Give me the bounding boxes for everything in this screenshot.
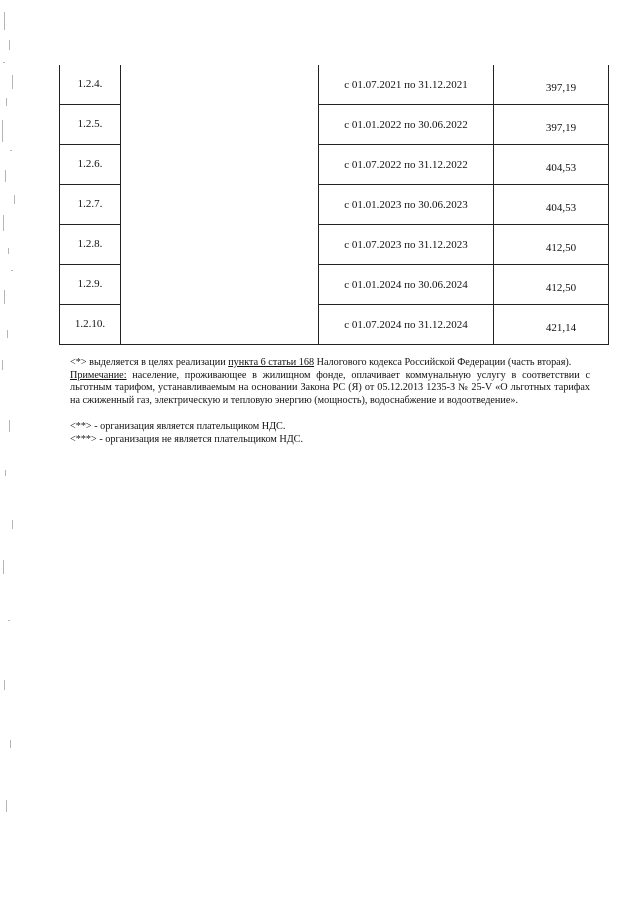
period: с 01.07.2023 по 31.12.2023 xyxy=(344,238,468,251)
footnote-1 xyxy=(70,357,590,370)
footnote-3: <***> - организация не является плательщиком НДС. xyxy=(70,433,304,445)
period-cell xyxy=(319,65,494,105)
empty-cell xyxy=(121,265,319,305)
table-row xyxy=(59,225,609,265)
table-row xyxy=(59,65,609,105)
price: 412,50 xyxy=(545,281,577,294)
remark xyxy=(70,370,590,408)
price-cell xyxy=(494,145,609,185)
price-cell xyxy=(494,105,609,145)
row-number-cell xyxy=(59,225,121,265)
empty-cell xyxy=(121,225,319,265)
period: с 01.01.2023 по 30.06.2023 xyxy=(344,198,468,211)
row-number: 1.2.10. xyxy=(74,317,106,330)
footnote-1-text: выделяется в целях реализации xyxy=(86,357,229,368)
period: с 01.01.2022 по 30.06.2022 xyxy=(344,118,468,131)
row-number-cell xyxy=(59,65,121,105)
price-cell xyxy=(494,265,609,305)
remark-label: Примечание: xyxy=(70,369,127,381)
row-number: 1.2.9. xyxy=(77,277,103,290)
price: 397,19 xyxy=(545,81,577,94)
empty-cell xyxy=(121,105,319,145)
empty-cell xyxy=(121,185,319,225)
price-cell xyxy=(494,185,609,225)
footnote-1-text-end: Налогового кодекса Российской Федерации (часть вторая). xyxy=(314,357,572,368)
notes-section xyxy=(70,357,590,446)
footnote-2: <**> - организация является плательщиком НДС. xyxy=(70,421,286,432)
period: с 01.01.2024 по 30.06.2024 xyxy=(344,278,468,291)
table-row xyxy=(59,105,609,145)
price-cell xyxy=(494,225,609,265)
period-cell xyxy=(319,305,494,345)
price-cell xyxy=(494,65,609,105)
row-number: 1.2.8. xyxy=(77,237,103,250)
remark-text: население, проживающее в жилищном фонде, оплачивает коммунальную услугу в соответствии с льготным тарифом, устанавливаемым на основании Закона РС (Я) от 05.12.2013 1235-З № 25-V «О льготных тарифах на сжиженный газ, электрическую и тепловую энергию (мощность), водоснабжение и водоотведение». xyxy=(70,369,590,406)
row-number: 1.2.5. xyxy=(77,117,103,130)
row-number-cell xyxy=(59,305,121,345)
row-number: 1.2.4. xyxy=(77,77,103,90)
table-row xyxy=(59,305,609,345)
tax-code-reference-link[interactable]: пункта 6 статьи 168 xyxy=(228,357,315,368)
row-number: 1.2.7. xyxy=(77,197,103,210)
period: с 01.07.2022 по 31.12.2022 xyxy=(344,158,468,171)
period: с 01.07.2024 по 31.12.2024 xyxy=(344,318,468,331)
period-cell xyxy=(319,225,494,265)
empty-cell xyxy=(121,305,319,345)
row-number-cell xyxy=(59,105,121,145)
period-cell xyxy=(319,105,494,145)
period-cell xyxy=(319,185,494,225)
table-row xyxy=(59,145,609,185)
scan-noise xyxy=(0,0,38,905)
footnote-1-marker: <*> xyxy=(70,357,87,368)
price-cell xyxy=(494,305,609,345)
row-number-cell xyxy=(59,145,121,185)
empty-cell xyxy=(121,65,319,105)
price: 421,14 xyxy=(545,321,577,334)
price: 404,53 xyxy=(545,161,577,174)
price: 397,19 xyxy=(545,121,577,134)
row-number-cell xyxy=(59,185,121,225)
price: 412,50 xyxy=(545,241,577,254)
table-row xyxy=(59,265,609,305)
period-cell xyxy=(319,265,494,305)
period: с 01.07.2021 по 31.12.2021 xyxy=(344,78,468,91)
price: 404,53 xyxy=(545,201,577,214)
table-row xyxy=(59,185,609,225)
row-number-cell xyxy=(59,265,121,305)
tariff-table xyxy=(59,65,609,345)
row-number: 1.2.6. xyxy=(77,157,103,170)
period-cell xyxy=(319,145,494,185)
empty-cell xyxy=(121,145,319,185)
